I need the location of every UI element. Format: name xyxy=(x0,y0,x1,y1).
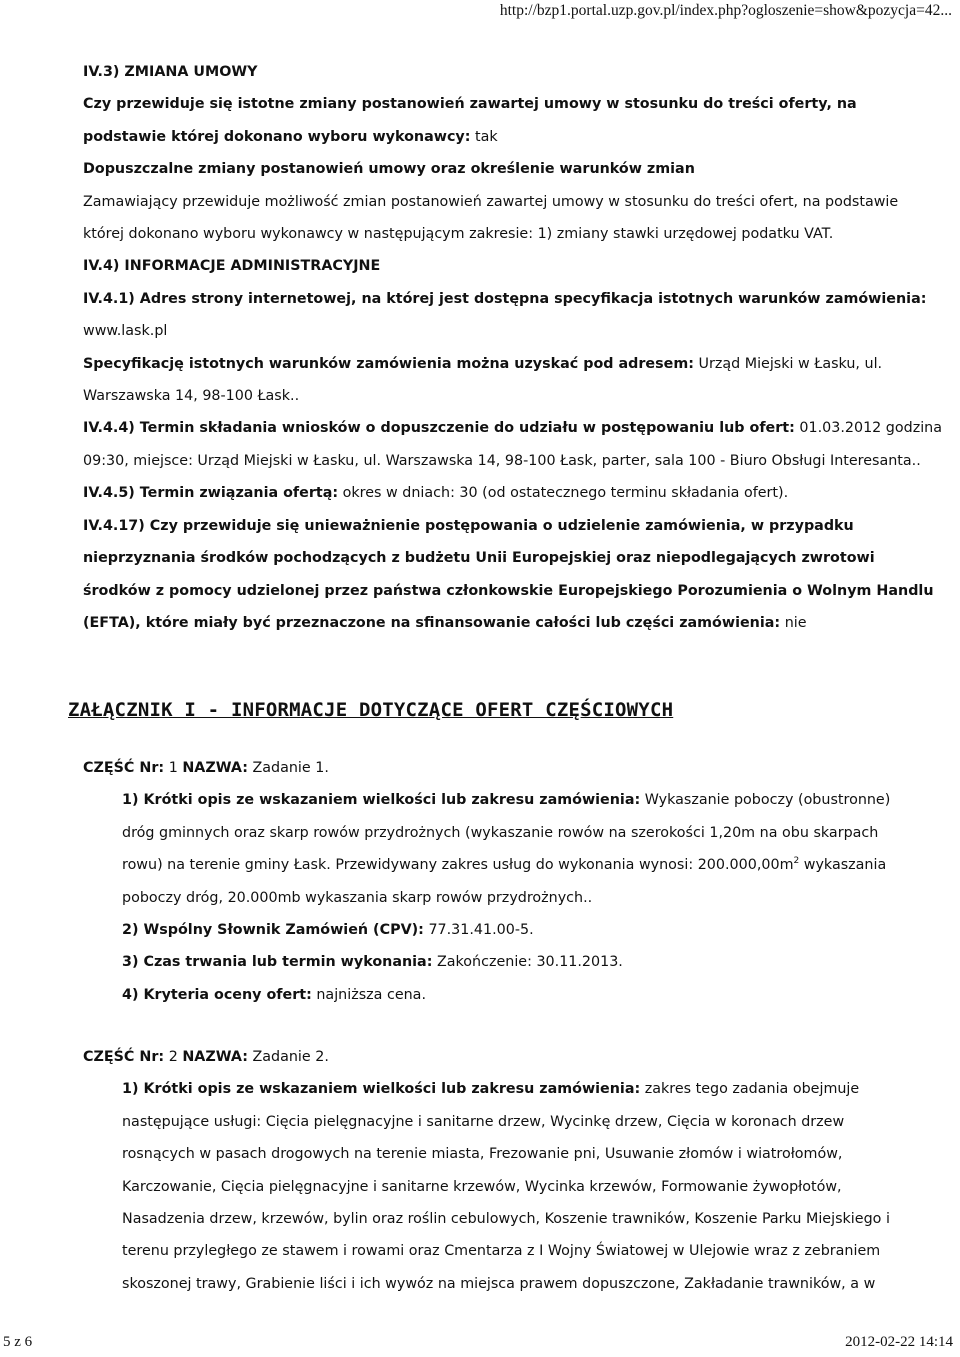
item-iv417 xyxy=(83,510,943,640)
section-iv3-title: IV.3) ZMIANA UMOWY xyxy=(83,64,258,80)
item-iv44 xyxy=(83,412,943,477)
part-1-duration-label: 3) Czas trwania lub termin wykonania: xyxy=(122,954,433,971)
siwz-address xyxy=(83,348,943,413)
print-datetime: 2012-02-22 14:14 xyxy=(845,1334,953,1350)
part-1-description-text-b: wykaszania poboczy dróg, 20.000mb wykaszania skarp rowów przydrożnych.. xyxy=(122,857,887,906)
part-2-header xyxy=(83,1041,943,1073)
part-1-description-sup: 2 xyxy=(793,856,800,867)
section-iv4-title: IV.4) INFORMACJE ADMINISTRACYJNE xyxy=(83,258,381,275)
part-1-duration xyxy=(83,946,902,978)
part-1-number: 1 xyxy=(168,760,178,776)
part-1-name: Zadanie 1. xyxy=(252,760,329,776)
item-iv44-label: IV.4.4) Termin składania wniosków o dopuszczenie do udziału w postępowaniu lub ofert: xyxy=(83,420,795,437)
part-2-description-label: 1) Krótki opis ze wskazaniem wielkości lub zakresu zamówienia: xyxy=(122,1081,641,1098)
item-iv41-label: IV.4.1) Adres strony internetowej, na której jest dostępna specyfikacja istotnych warunków zamówienia: xyxy=(83,290,927,307)
part-1-duration-value: Zakończenie: 30.11.2013. xyxy=(436,954,623,971)
part-1-criteria xyxy=(83,979,902,1011)
part-2-description-text: zakres tego zadania obejmuje następujące usługi: Cięcia pielęgnacyjne i sanitarne drzew, Wycinkę drzew, Cięcia w koronach drzew rosnących w pasach drogowych na terenie miasta, Frezowanie pni, Usuwanie złomów i wiatrołomów, Karczowanie, Cięcia pielęgnacyjne i sanitarne krzewów, Wycinka krzewów, Formowanie żywopłotów, Nasadzenia drzew, krzewów, bylin oraz roślin cebulowych, Koszenie trawników, Koszenie Parku Miejskiego i terenu przyległego ze stawem i rowami oraz Cmentarza z I Wojny Światowej w Ulejowie wraz z zebraniem skoszonej trawy, Grabienie liści i ich wywóz na miejsca prawem dopuszczone, Zakładanie trawników, a w xyxy=(122,1081,890,1292)
part-2-name: Zadanie 2. xyxy=(252,1049,329,1065)
part-1-cpv-label: 2) Wspólny Słownik Zamówień (CPV): xyxy=(122,922,424,939)
part-2 xyxy=(83,1041,943,1300)
change-question-2-text: Zamawiający przewiduje możliwość zmian postanowień zawartej umowy w stosunku do treści ofert, na podstawie której dokonano wyboru wykonawcy w następującym zakresie: 1) zmiany stawki urzędowej podatku VAT. xyxy=(83,193,899,243)
item-iv45 xyxy=(83,477,943,509)
item-iv45-label: IV.4.5) Termin związania ofertą: xyxy=(83,485,339,502)
change-question-1-label: Czy przewiduje się istotne zmiany postanowień zawartej umowy w stosunku do treści oferty, na podstawie której dokonano wyboru wykonawcy: xyxy=(83,96,857,145)
section-iv-content xyxy=(83,56,943,639)
siwz-address-value: Urząd Miejski w Łasku, ul. Warszawska 14, 98-100 Łask.. xyxy=(83,355,883,405)
part-2-number: 2 xyxy=(168,1049,178,1065)
part-1-cpv xyxy=(83,914,902,946)
change-question-1 xyxy=(83,88,943,153)
part-1-header xyxy=(83,752,943,784)
item-iv417-label: IV.4.17) Czy przewiduje się unieważnienie postępowania o udzielenie zamówienia, w przypadku nieprzyznania środków pochodzących z budżetu Unii Europejskiej oraz niepodlegających zwrotowi środków z pomocy udzielonej przez państwa członkowskie Europejskiego Porozumienia o Wolnym Handlu (EFTA), które miały być przeznaczone na sfinansowanie całości lub części zamówienia: xyxy=(83,517,934,631)
part-1-criteria-value: najniższa cena. xyxy=(316,986,426,1003)
page-url: http://bzp1.portal.uzp.gov.pl/index.php?ogloszenie=show&pozycja=42... xyxy=(499,2,952,19)
part-2-description xyxy=(83,1073,902,1300)
part-1 xyxy=(83,752,943,1011)
part-1-name-label: NAZWA: xyxy=(182,760,248,776)
part-1-description xyxy=(83,784,902,914)
item-iv44-value: 01.03.2012 godzina 09:30, miejsce: Urząd Miejski w Łasku, ul. Warszawska 14, 98-100 Łask, parter, sala 100 - Biuro Obsługi Interesanta.. xyxy=(83,420,943,469)
part-1-cpv-value: 77.31.41.00-5. xyxy=(428,922,534,939)
change-question-1-value: tak xyxy=(475,128,498,145)
part-1-label: CZĘŚĆ Nr: xyxy=(83,760,165,776)
page-number: 5 z 6 xyxy=(3,1334,33,1350)
item-iv41-value[interactable]: www.lask.pl xyxy=(83,323,168,340)
part-1-description-text-a: Wykaszanie poboczy (obustronne) dróg gminnych oraz skarp rowów przydrożnych (wykaszanie rowów na szerokości 1,20m na obu skarpach rowu) na terenie gminy Łask. Przewidywany zakres usług do wykonania wynosi: 200.000,00m xyxy=(122,792,891,874)
part-2-label: CZĘŚĆ Nr: xyxy=(83,1049,165,1065)
part-1-description-label: 1) Krótki opis ze wskazaniem wielkości lub zakresu zamówienia: xyxy=(122,792,641,809)
siwz-address-label: Specyfikację istotnych warunków zamówienia można uzyskać pod adresem: xyxy=(83,355,694,372)
change-question-2-label: Dopuszczalne zmiany postanowień umowy oraz określenie warunków zmian xyxy=(83,161,695,178)
part-2-name-label: NAZWA: xyxy=(182,1049,248,1065)
annex-title: ZAŁĄCZNIK I - INFORMACJE DOTYCZĄCE OFERT CZĘŚCIOWYCH xyxy=(68,699,674,721)
item-iv45-value: okres w dniach: 30 (od ostatecznego terminu składania ofert). xyxy=(342,485,789,502)
part-1-criteria-label: 4) Kryteria oceny ofert: xyxy=(122,986,312,1003)
item-iv417-value: nie xyxy=(784,614,807,631)
